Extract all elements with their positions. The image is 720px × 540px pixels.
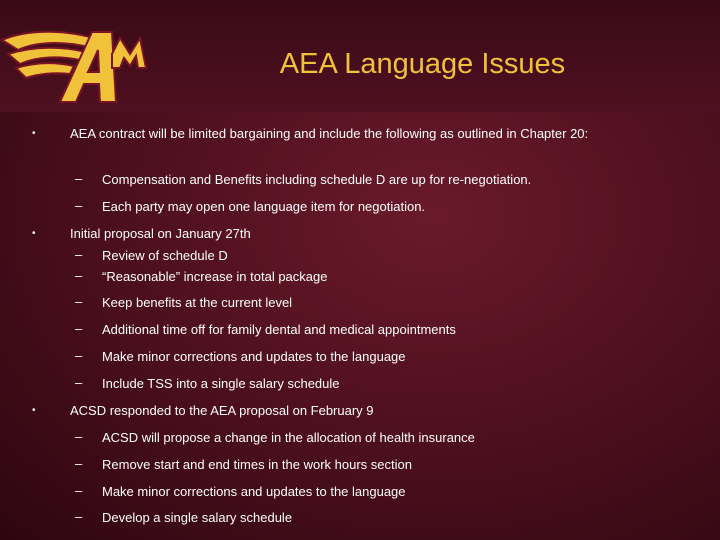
sub-item: Compensation and Benefits including schedule D are up for re-negotiation. (102, 172, 532, 187)
dash-icon: – (75, 268, 83, 283)
sub-item: Each party may open one language item for negotiation. (102, 199, 426, 214)
sub-item: Additional time off for family dental and medical appointments (102, 322, 456, 337)
sub-item: Remove start and end times in the work hours section (102, 457, 412, 472)
dash-icon: – (75, 171, 83, 186)
sub-item: “Reasonable” increase in total package (102, 269, 328, 284)
bullet-text: AEA contract will be limited bargaining and include the following as outlined in Chapter 20: (70, 126, 589, 141)
bullet-icon: • (32, 128, 36, 139)
bullet-icon: • (32, 228, 36, 239)
dash-icon: – (75, 375, 83, 390)
sub-item: ACSD will propose a change in the allocation of health insurance (102, 430, 475, 445)
dash-icon: – (75, 321, 83, 336)
dash-icon: – (75, 509, 83, 524)
dash-icon: – (75, 456, 83, 471)
sub-item: Include TSS into a single salary schedule (102, 376, 340, 391)
dash-icon: – (75, 483, 83, 498)
dash-icon: – (75, 294, 83, 309)
bullet-text: Initial proposal on January 27th (70, 226, 251, 241)
sub-item: Make minor corrections and updates to the language (102, 484, 406, 499)
bullet-icon: • (32, 405, 36, 416)
slide-title: AEA Language Issues (279, 48, 566, 80)
dash-icon: – (75, 247, 83, 262)
sub-item: Make minor corrections and updates to the language (102, 349, 406, 364)
sub-item: Develop a single salary schedule (102, 510, 293, 525)
dash-icon: – (75, 429, 83, 444)
dash-icon: – (75, 198, 83, 213)
sub-item: Review of schedule D (102, 248, 228, 263)
bullet-text: ACSD responded to the AEA proposal on February 9 (70, 403, 374, 418)
sub-item: Keep benefits at the current level (102, 295, 293, 310)
dash-icon: – (75, 348, 83, 363)
